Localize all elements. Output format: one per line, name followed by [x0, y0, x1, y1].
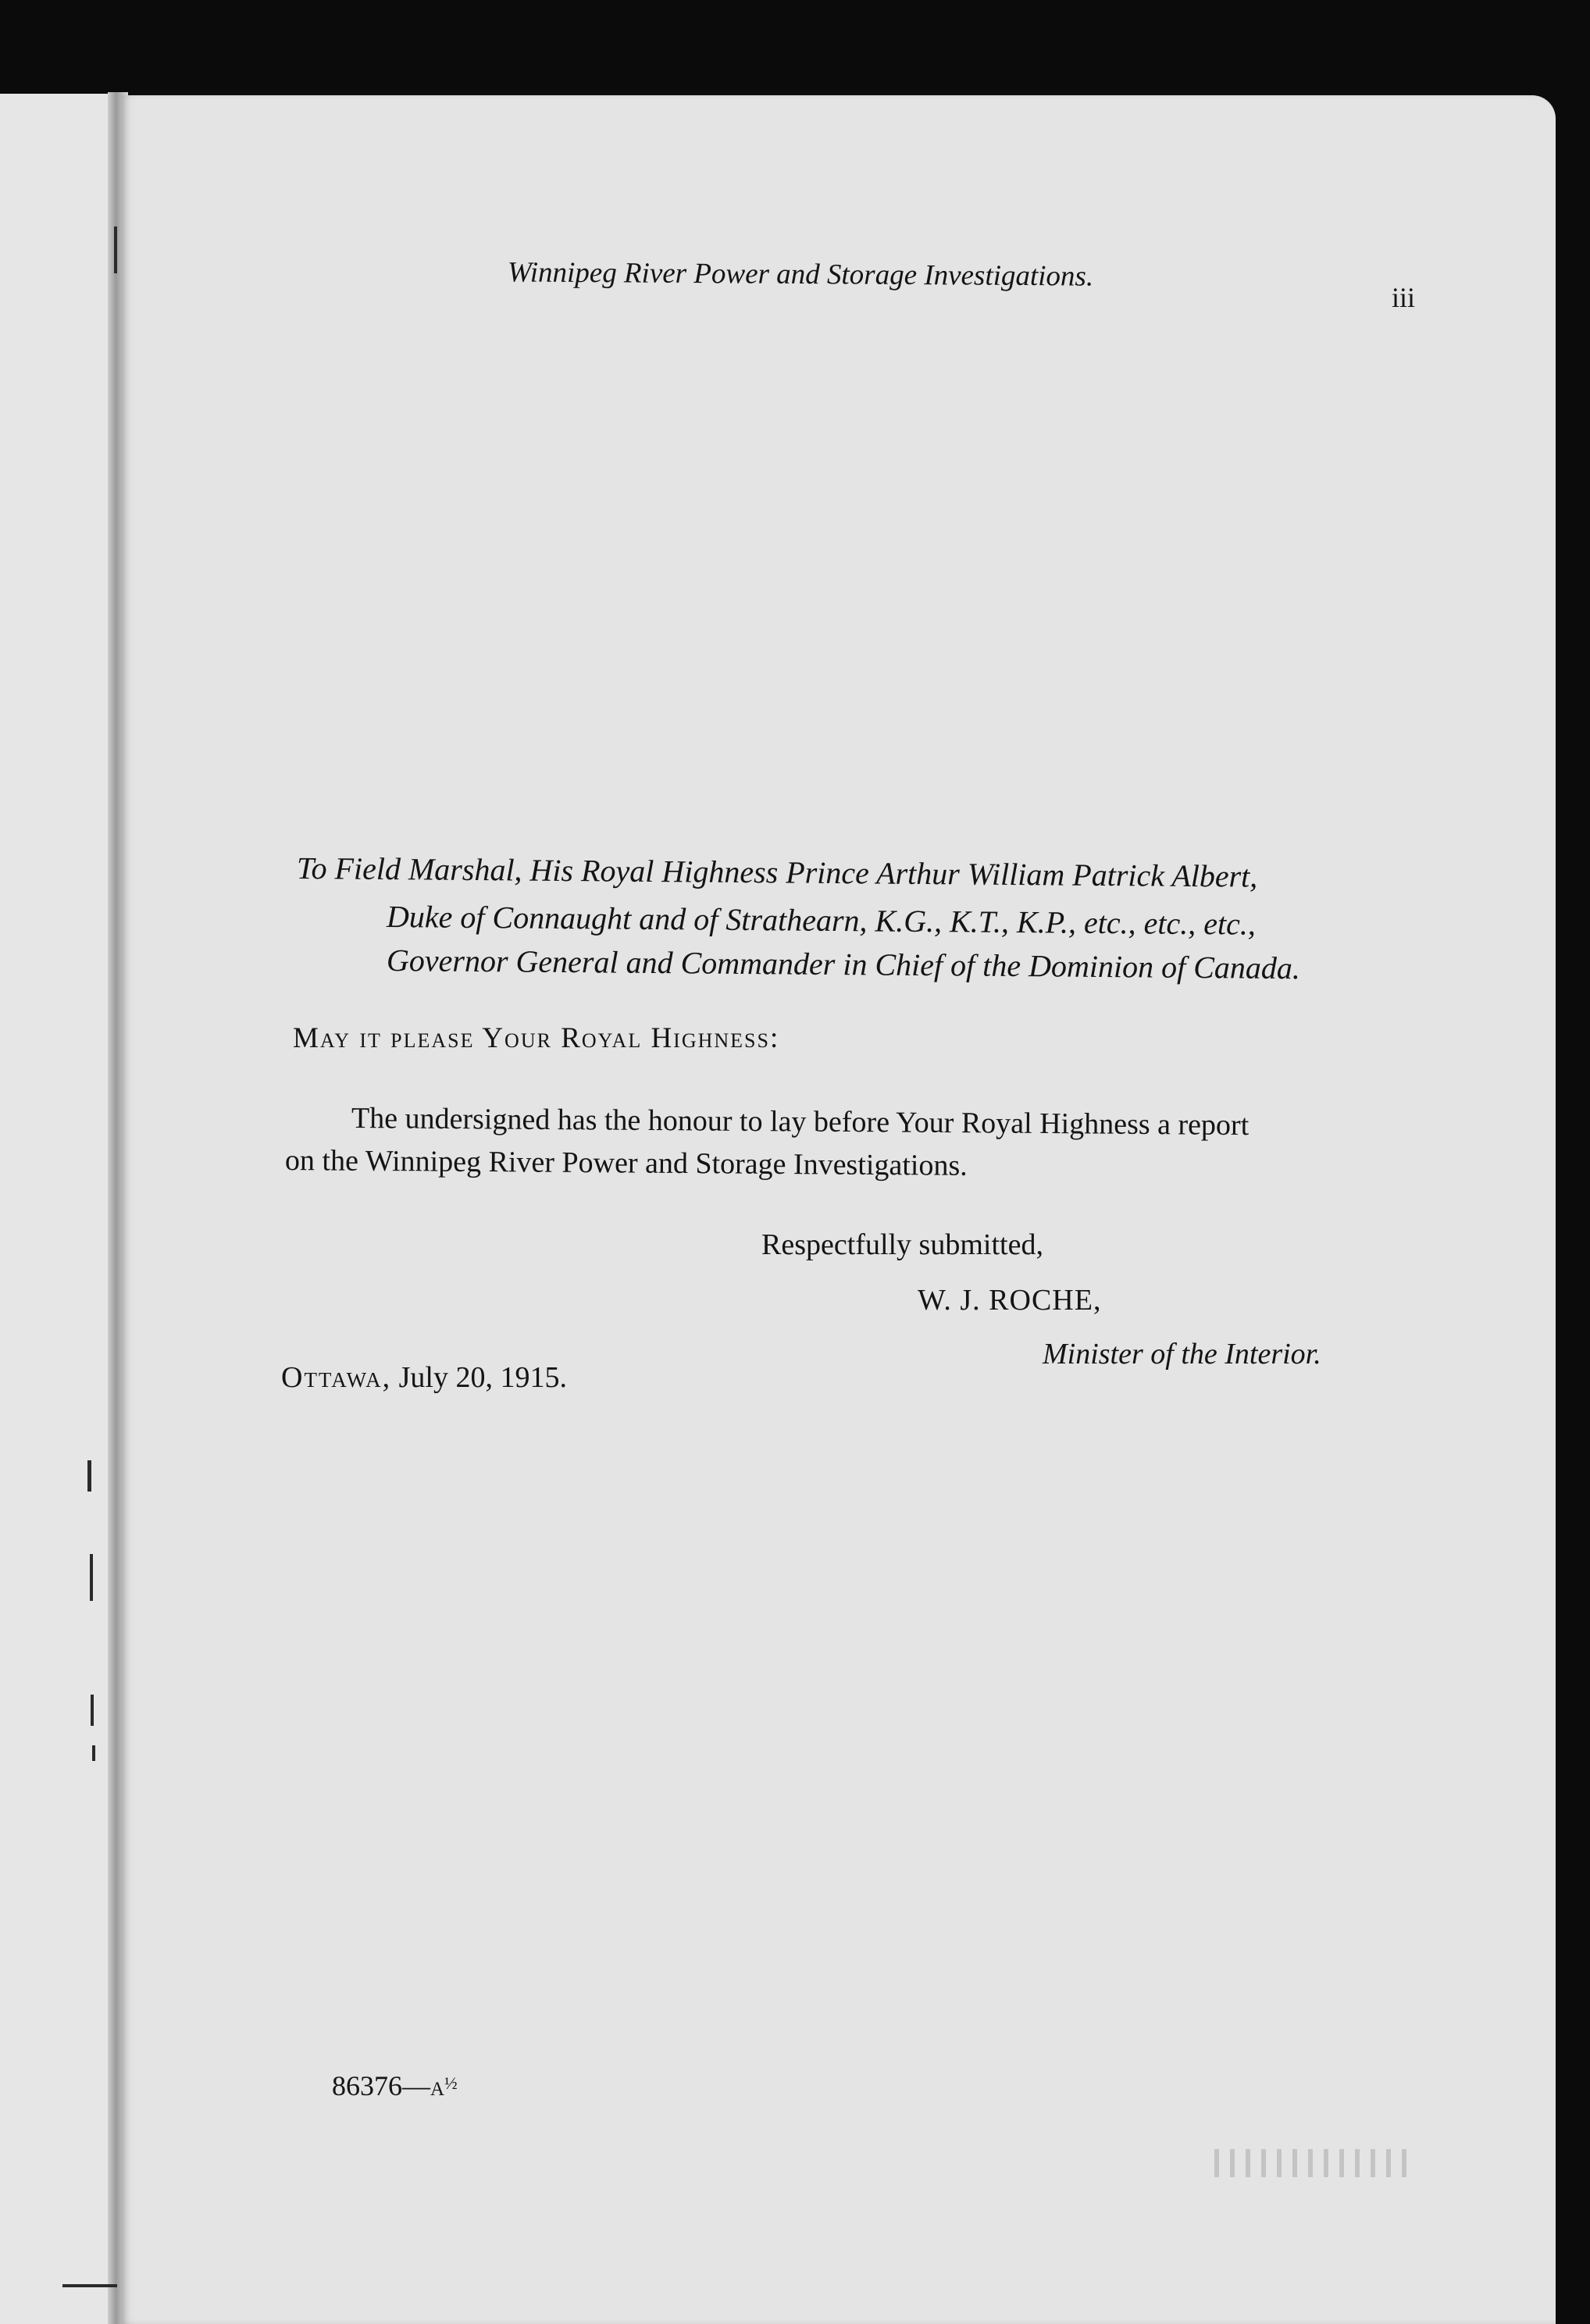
salutation: May it please Your Royal Highness:: [293, 1022, 780, 1054]
signatory-title: Minister of the Interior.: [1043, 1338, 1321, 1371]
gutter-mark: [92, 1745, 95, 1761]
faded-stamp-mark: [1214, 2149, 1410, 2177]
page-number: iii: [1392, 282, 1416, 313]
print-code-fraction: ½: [444, 2073, 458, 2093]
closing: Respectfully submitted,: [761, 1228, 1043, 1261]
gutter-mark: [90, 1554, 93, 1601]
gutter-mark: [114, 226, 117, 273]
facing-page-edge: [0, 94, 117, 2324]
date: July 20, 1915.: [398, 1361, 567, 1394]
place-and-date: [281, 1360, 567, 1395]
document-page: [122, 95, 1556, 2324]
gutter-mark: [91, 1695, 94, 1726]
print-code-sheet: a: [430, 2070, 445, 2101]
address-line: Duke of Connaught and of Strathearn, K.G., K.T., K.P., etc., etc., etc.,: [386, 899, 1257, 942]
gutter-mark: [87, 1460, 91, 1492]
address-line: To Field Marshal, His Royal Highness Prince Arthur William Patrick Albert,: [296, 850, 1258, 894]
bottom-corner-mark: [62, 2284, 117, 2287]
address-line: Governor General and Commander in Chief of the Dominion of Canada.: [386, 943, 1301, 986]
running-head: Winnipeg River Power and Storage Investigations.: [507, 256, 1094, 293]
body-text-line: The undersigned has the honour to lay before Your Royal Highness a report: [351, 1102, 1250, 1142]
body-text-line: on the Winnipeg River Power and Storage Investigations.: [284, 1144, 968, 1182]
signatory-name: W. J. ROCHE,: [918, 1284, 1102, 1317]
place: Ottawa,: [281, 1361, 392, 1394]
print-code-number: 86376—: [332, 2070, 430, 2101]
printer-signature-mark: [332, 2069, 458, 2102]
